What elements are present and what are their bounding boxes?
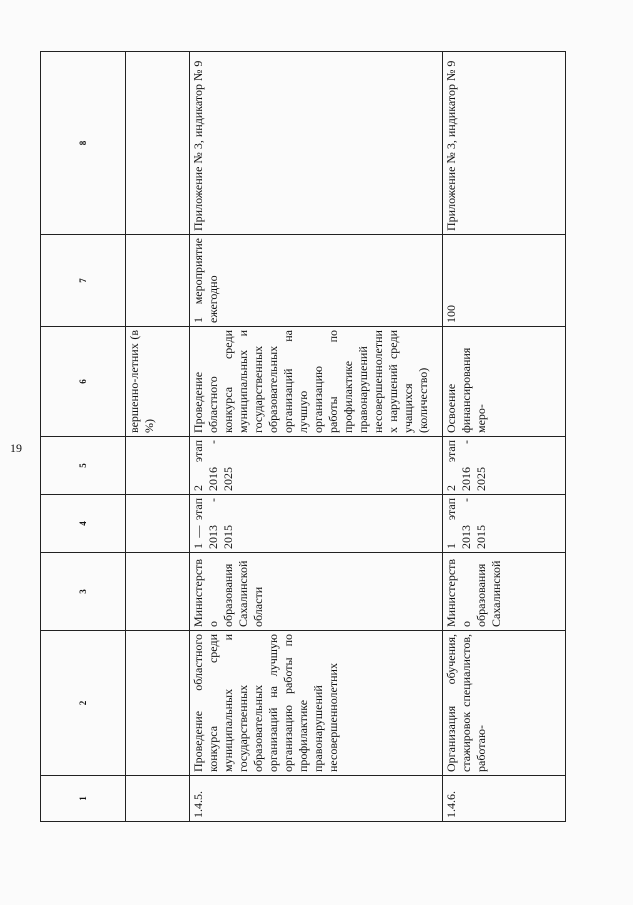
program-table-sheet bbox=[40, 52, 570, 822]
col-header: 4 bbox=[41, 495, 126, 553]
indicator-cell: Освоение финансирования меро- bbox=[443, 327, 566, 437]
row-number: 1.4.5. bbox=[190, 776, 443, 822]
table-row bbox=[190, 52, 443, 822]
activity-name: Организация обучения, стажировок специалистов, работаю- bbox=[443, 631, 566, 776]
stage-2: 2 этап 2016 - 2025 bbox=[190, 437, 443, 495]
continuation-row bbox=[126, 52, 190, 822]
program-table bbox=[40, 51, 566, 822]
col-header: 8 bbox=[41, 52, 126, 235]
executor: Министерство образования Сахалинской bbox=[443, 553, 566, 631]
col-header: 5 bbox=[41, 437, 126, 495]
stage-2: 2 этап 2016 - 2025 bbox=[443, 437, 566, 495]
col-header: 7 bbox=[41, 235, 126, 327]
value-cell: 1 мероприятие ежегодно bbox=[190, 235, 443, 327]
appendix-cell: Приложение № 3, индикатор № 9 bbox=[443, 52, 566, 235]
col-header: 1 bbox=[41, 776, 126, 822]
indicator-cell: Проведение областного конкурса среди муниципальных и государственных образовательных организаций на лучшую организацию работы по профилактике правонарушений несовершеннолетних нарушений среди учащихся (количество) bbox=[190, 327, 443, 437]
value-cell: 100 bbox=[443, 235, 566, 327]
indicator-cell: вершенно-летних (в %) bbox=[126, 327, 190, 437]
stage-1: 1 этап 2013 - 2015 bbox=[443, 495, 566, 553]
stage-1: 1 — этап 2013 - 2015 bbox=[190, 495, 443, 553]
page-number: 19 bbox=[10, 441, 22, 455]
activity-name: Проведение областного конкурса среди муниципальных и государственных образовательных организаций на лучшую организацию работы по профилактике правонарушений несовершеннолетних bbox=[190, 631, 443, 776]
header-row bbox=[41, 52, 126, 822]
row-number: 1.4.6. bbox=[443, 776, 566, 822]
col-header: 3 bbox=[41, 553, 126, 631]
executor: Министерство образования Сахалинской области bbox=[190, 553, 443, 631]
col-header: 2 bbox=[41, 631, 126, 776]
col-header: 6 bbox=[41, 327, 126, 437]
appendix-cell: Приложение № 3, индикатор № 9 bbox=[190, 52, 443, 235]
table-row bbox=[443, 52, 566, 822]
